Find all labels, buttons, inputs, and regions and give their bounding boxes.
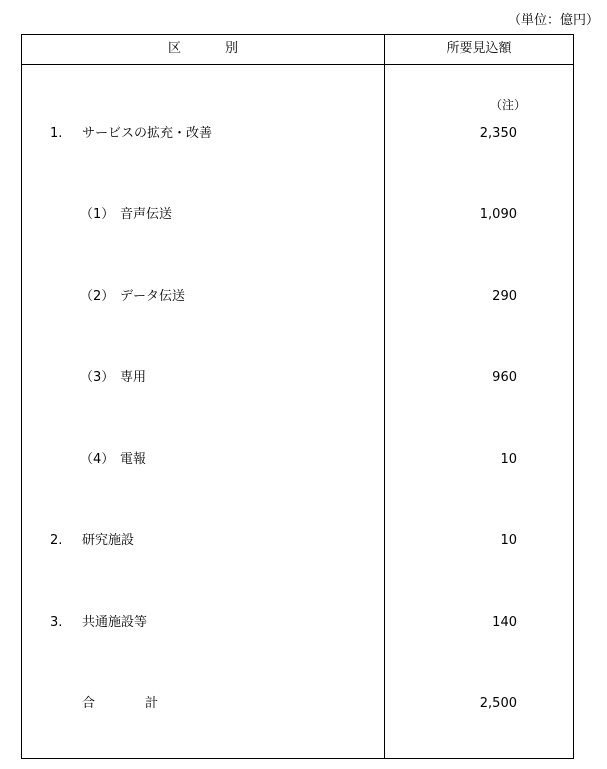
budget-table [21,34,574,759]
table-row-label [80,370,146,386]
table-row-label [80,289,185,305]
header-category [22,41,384,57]
table-row-label [50,533,134,549]
table-row-value: 10 [500,452,517,467]
header-amount: 所要見込額 [446,41,512,56]
row-text: 共通施設等 [82,615,148,630]
table-row-value: 10 [500,533,517,548]
row-text: 専用 [120,370,147,385]
row-text: サービスの拡充・改善 [82,126,213,141]
row-number: （2） [80,289,115,304]
total-label-right: 計 [145,696,159,711]
table-row-value: 2,350 [479,126,517,141]
header-category-right: 別 [225,41,239,56]
total-label-left: 合 [82,696,96,711]
table-row-value: 1,090 [479,207,517,222]
row-number: （3） [80,370,115,385]
row-number: （1） [80,207,115,222]
table-row-label [50,126,212,142]
table-row-value: 140 [492,615,517,630]
row-number: 3. [50,615,63,630]
table-row-label [50,615,147,631]
table-row-label [80,207,172,223]
column-divider [384,35,385,758]
row-number: 1. [50,126,63,141]
row-text: 電報 [120,452,147,467]
table-row-value: 290 [492,289,517,304]
note-label: （注） [490,98,527,112]
row-text: データ伝送 [120,289,186,304]
total-value: 2,500 [479,696,517,711]
table-row-label [80,452,146,468]
header-category-left: 区 [167,41,181,56]
row-number: 2. [50,533,63,548]
header-divider [22,64,573,65]
row-text: 音声伝送 [120,207,173,222]
total-label [82,696,158,712]
unit-label: （単位：億円） [507,13,599,28]
row-number: （4） [80,452,115,467]
row-text: 研究施設 [82,533,135,548]
table-row-value: 960 [492,370,517,385]
